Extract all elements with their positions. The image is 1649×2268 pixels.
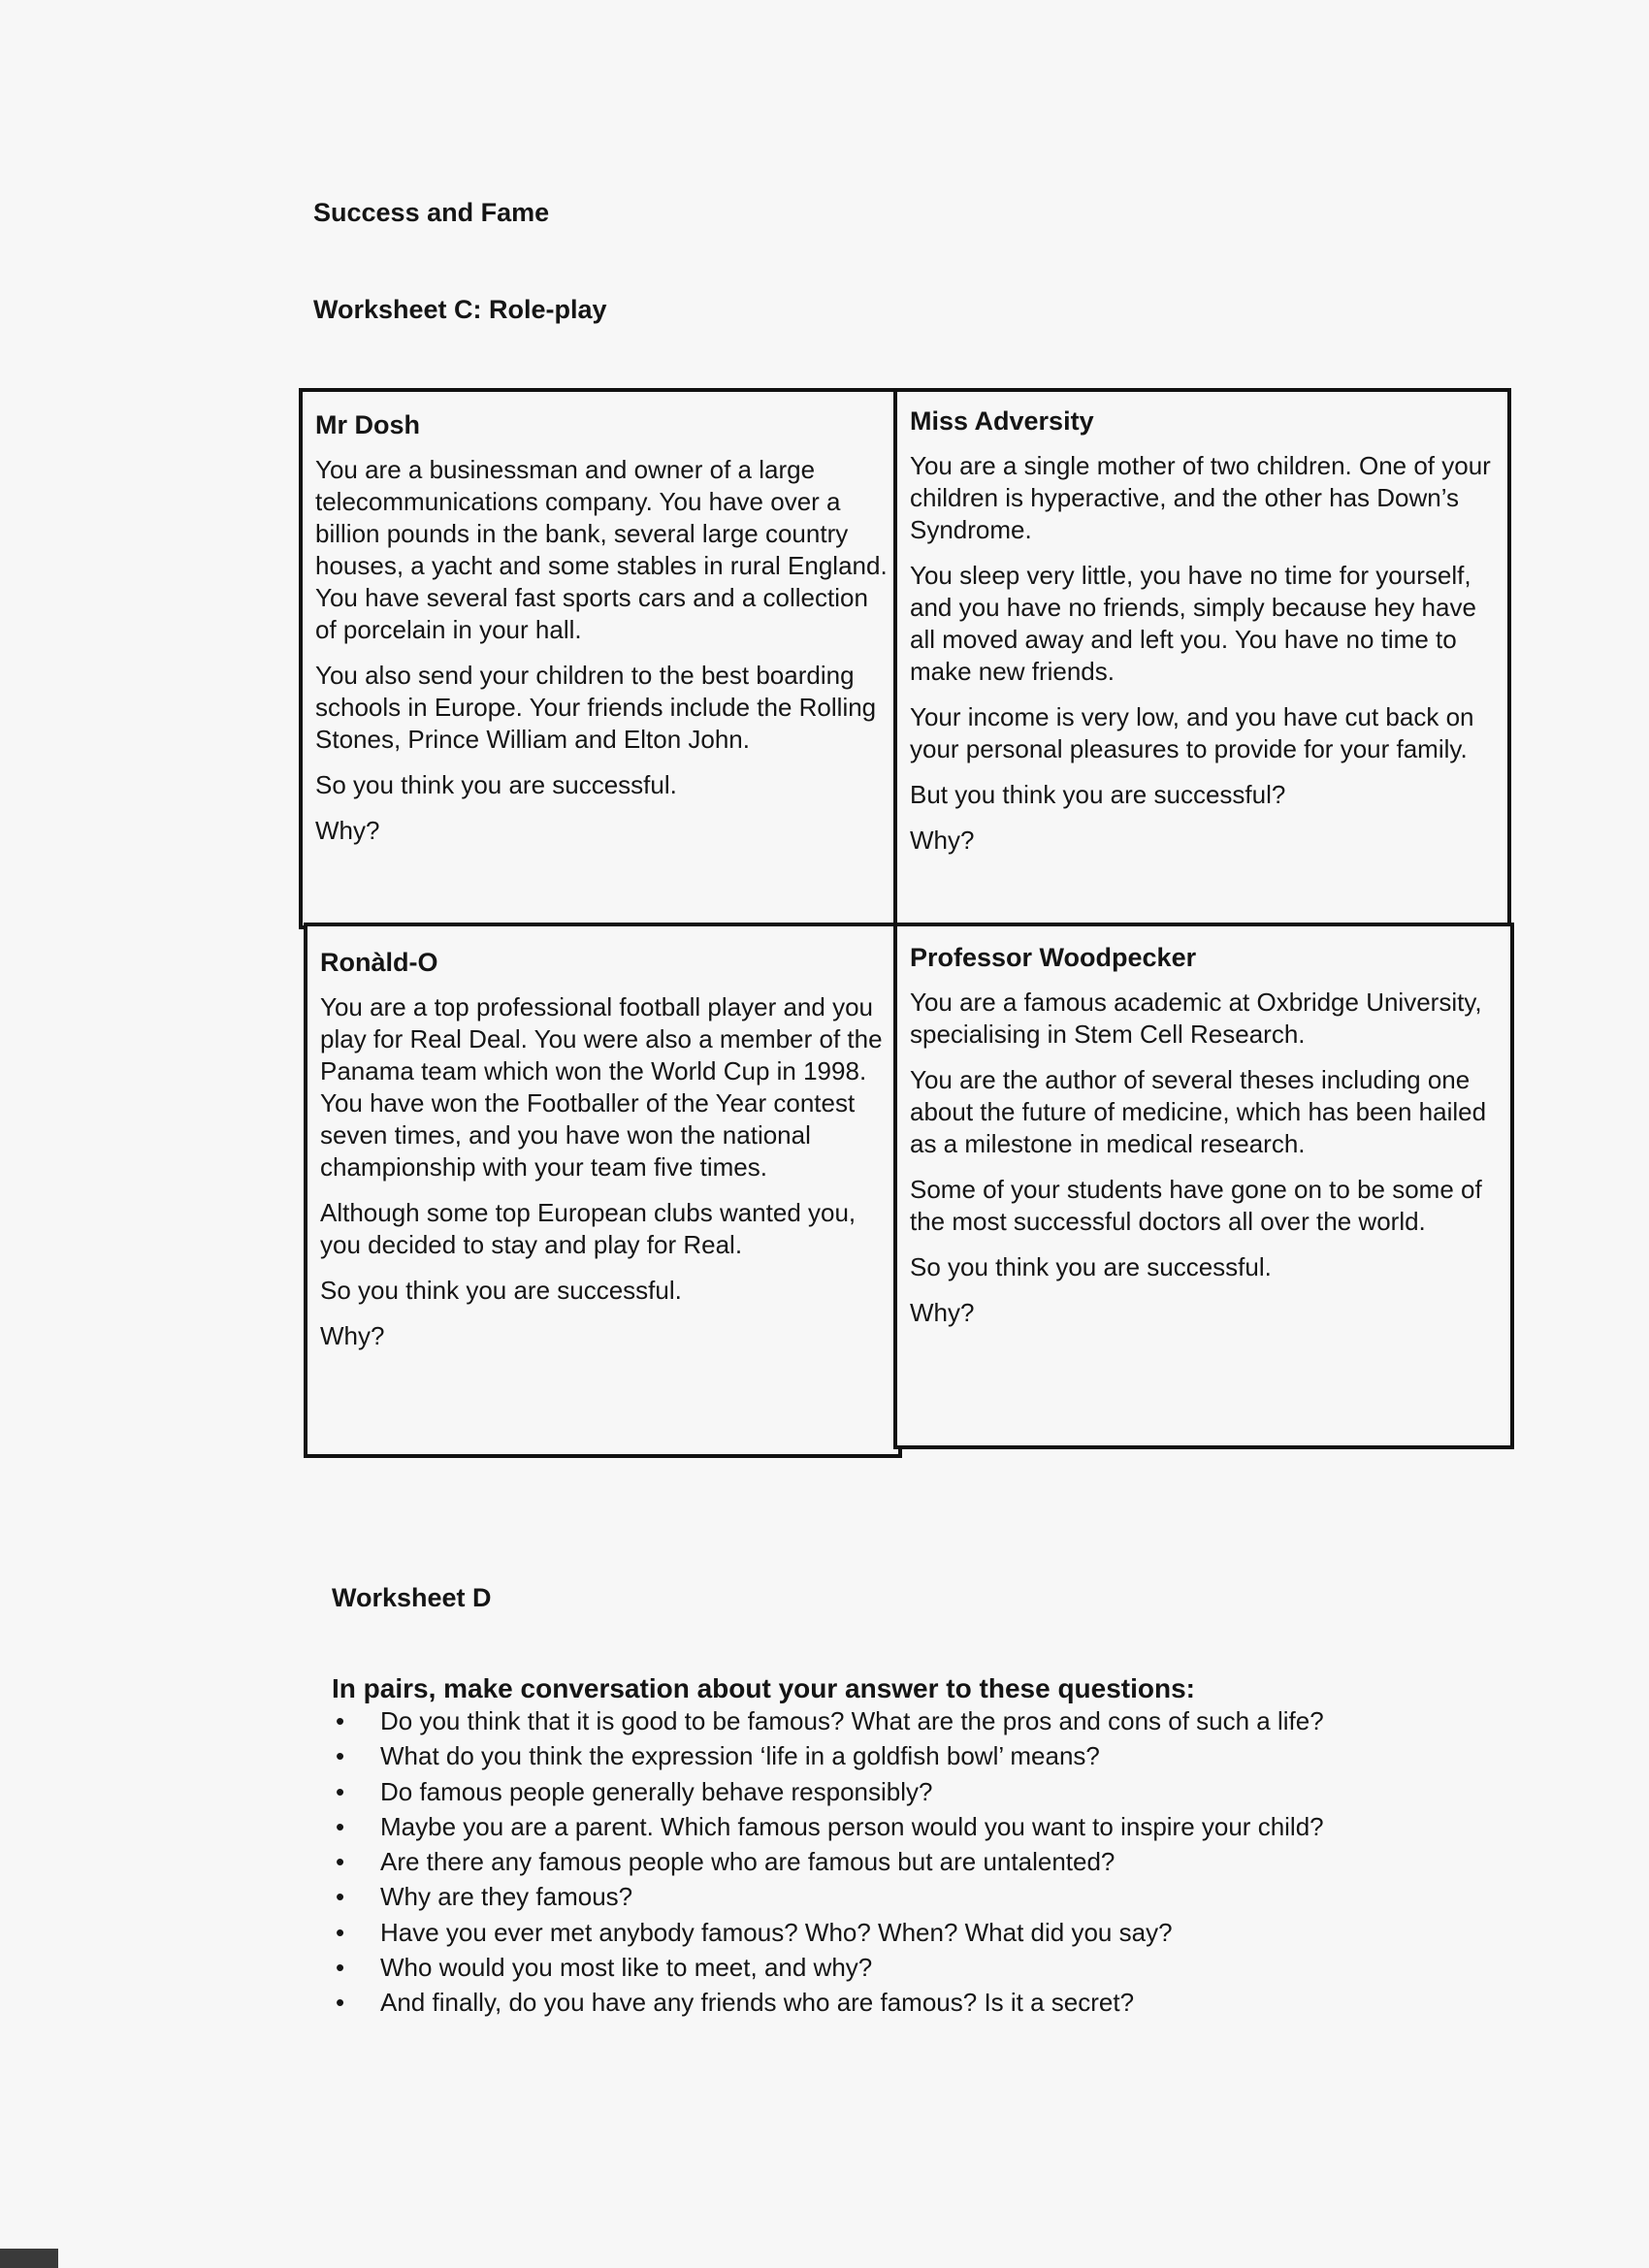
document-title: Success and Fame xyxy=(313,198,550,227)
question-text: Why are they famous? xyxy=(380,1882,633,1912)
bullet-icon: • xyxy=(336,1847,345,1877)
role-paragraph: You sleep very little, you have no time for yourself, and you have no friends, simply because hey have all moved away and left you. You have no time to make new friends. xyxy=(910,560,1476,686)
role-paragraph: So you think you are successful. xyxy=(315,769,677,799)
role-card-professor-woodpecker xyxy=(893,923,1514,1449)
role-question: Why? xyxy=(315,815,380,845)
list-item xyxy=(332,1776,1379,1808)
list-item xyxy=(332,1811,1379,1843)
discussion-question-list xyxy=(332,1705,1379,2022)
bullet-icon: • xyxy=(336,1917,345,1947)
question-text: Have you ever met anybody famous? Who? When? What did you say? xyxy=(380,1917,1173,1947)
role-name: Miss Adversity xyxy=(910,406,1094,436)
bullet-icon: • xyxy=(336,1882,345,1912)
question-text: Do you think that it is good to be famous? What are the pros and cons of such a life? xyxy=(380,1706,1324,1735)
role-paragraph: Although some top European clubs wanted you, you decided to stay and play for Real. xyxy=(320,1197,857,1259)
list-item xyxy=(332,1740,1379,1772)
bullet-icon: • xyxy=(336,1741,345,1771)
question-text: Are there any famous people who are famous but are untalented? xyxy=(380,1847,1116,1877)
question-text: Who would you most like to meet, and why? xyxy=(380,1952,873,1982)
role-name: Ronàld-O xyxy=(320,948,438,977)
role-question: Why? xyxy=(320,1320,385,1350)
question-text: Do famous people generally behave responsibly? xyxy=(380,1776,933,1806)
worksheet-c-title: Worksheet C: Role-play xyxy=(313,295,607,324)
bullet-icon: • xyxy=(336,1706,345,1735)
question-text: Maybe you are a parent. Which famous person would you want to inspire your child? xyxy=(380,1811,1324,1841)
list-item xyxy=(332,1705,1379,1737)
bullet-icon: • xyxy=(336,1988,345,2018)
scan-edge-shadow xyxy=(0,2249,58,2268)
worksheet-d-instruction: In pairs, make conversation about your answer to these questions: xyxy=(332,1673,1195,1703)
bullet-icon: • xyxy=(336,1811,345,1841)
question-text: And finally, do you have any friends who are famous? Is it a secret? xyxy=(380,1988,1135,2018)
role-paragraph: But you think you are successful? xyxy=(910,779,1286,809)
role-card-ronald-o xyxy=(304,923,902,1458)
role-question: Why? xyxy=(910,1297,975,1327)
role-name: Mr Dosh xyxy=(315,410,420,439)
role-paragraph: You are the author of several theses including one about the future of medicine, which has been hailed as a milestone in medical research. xyxy=(910,1064,1487,1158)
role-paragraph: So you think you are successful. xyxy=(910,1251,1272,1281)
list-item xyxy=(332,1846,1379,1878)
list-item xyxy=(332,1952,1379,1984)
worksheet-d-title: Worksheet D xyxy=(332,1583,492,1612)
bullet-icon: • xyxy=(336,1776,345,1806)
list-item xyxy=(332,1987,1379,2019)
role-paragraph: You are a famous academic at Oxbridge University, specialising in Stem Cell Research. xyxy=(910,987,1482,1049)
list-item xyxy=(332,1917,1379,1949)
role-paragraph: So you think you are successful. xyxy=(320,1275,682,1305)
role-card-miss-adversity xyxy=(893,388,1511,929)
role-paragraph: You are a single mother of two children. One of your children is hyperactive, and the other has Down’s Syndrome. xyxy=(910,450,1491,544)
role-card-mr-dosh xyxy=(299,388,902,929)
role-question: Why? xyxy=(910,825,975,855)
role-name: Professor Woodpecker xyxy=(910,943,1197,972)
role-paragraph: Your income is very low, and you have cut back on your personal pleasures to provide for your family. xyxy=(910,701,1474,763)
role-paragraph: You are a top professional football player and you play for Real Deal. You were also a member of the Panama team which won the World Cup in 1998. You have won the Footballer of the Year contest seven times, and you have won the national championship with your team five times. xyxy=(320,991,883,1182)
role-paragraph: You are a businessman and owner of a large telecommunications company. You have over a billion pounds in the bank, several large country houses, a yacht and some stables in rural England. You have several fast sports cars and a collection of porcelain in your hall. xyxy=(315,454,888,644)
role-paragraph: Some of your students have gone on to be some of the most successful doctors all over the world. xyxy=(910,1174,1482,1236)
role-paragraph: You also send your children to the best boarding schools in Europe. Your friends include the Rolling Stones, Prince William and Elton John. xyxy=(315,660,877,754)
list-item xyxy=(332,1881,1379,1913)
bullet-icon: • xyxy=(336,1952,345,1982)
question-text: What do you think the expression ‘life in a goldfish bowl’ means? xyxy=(380,1741,1100,1771)
